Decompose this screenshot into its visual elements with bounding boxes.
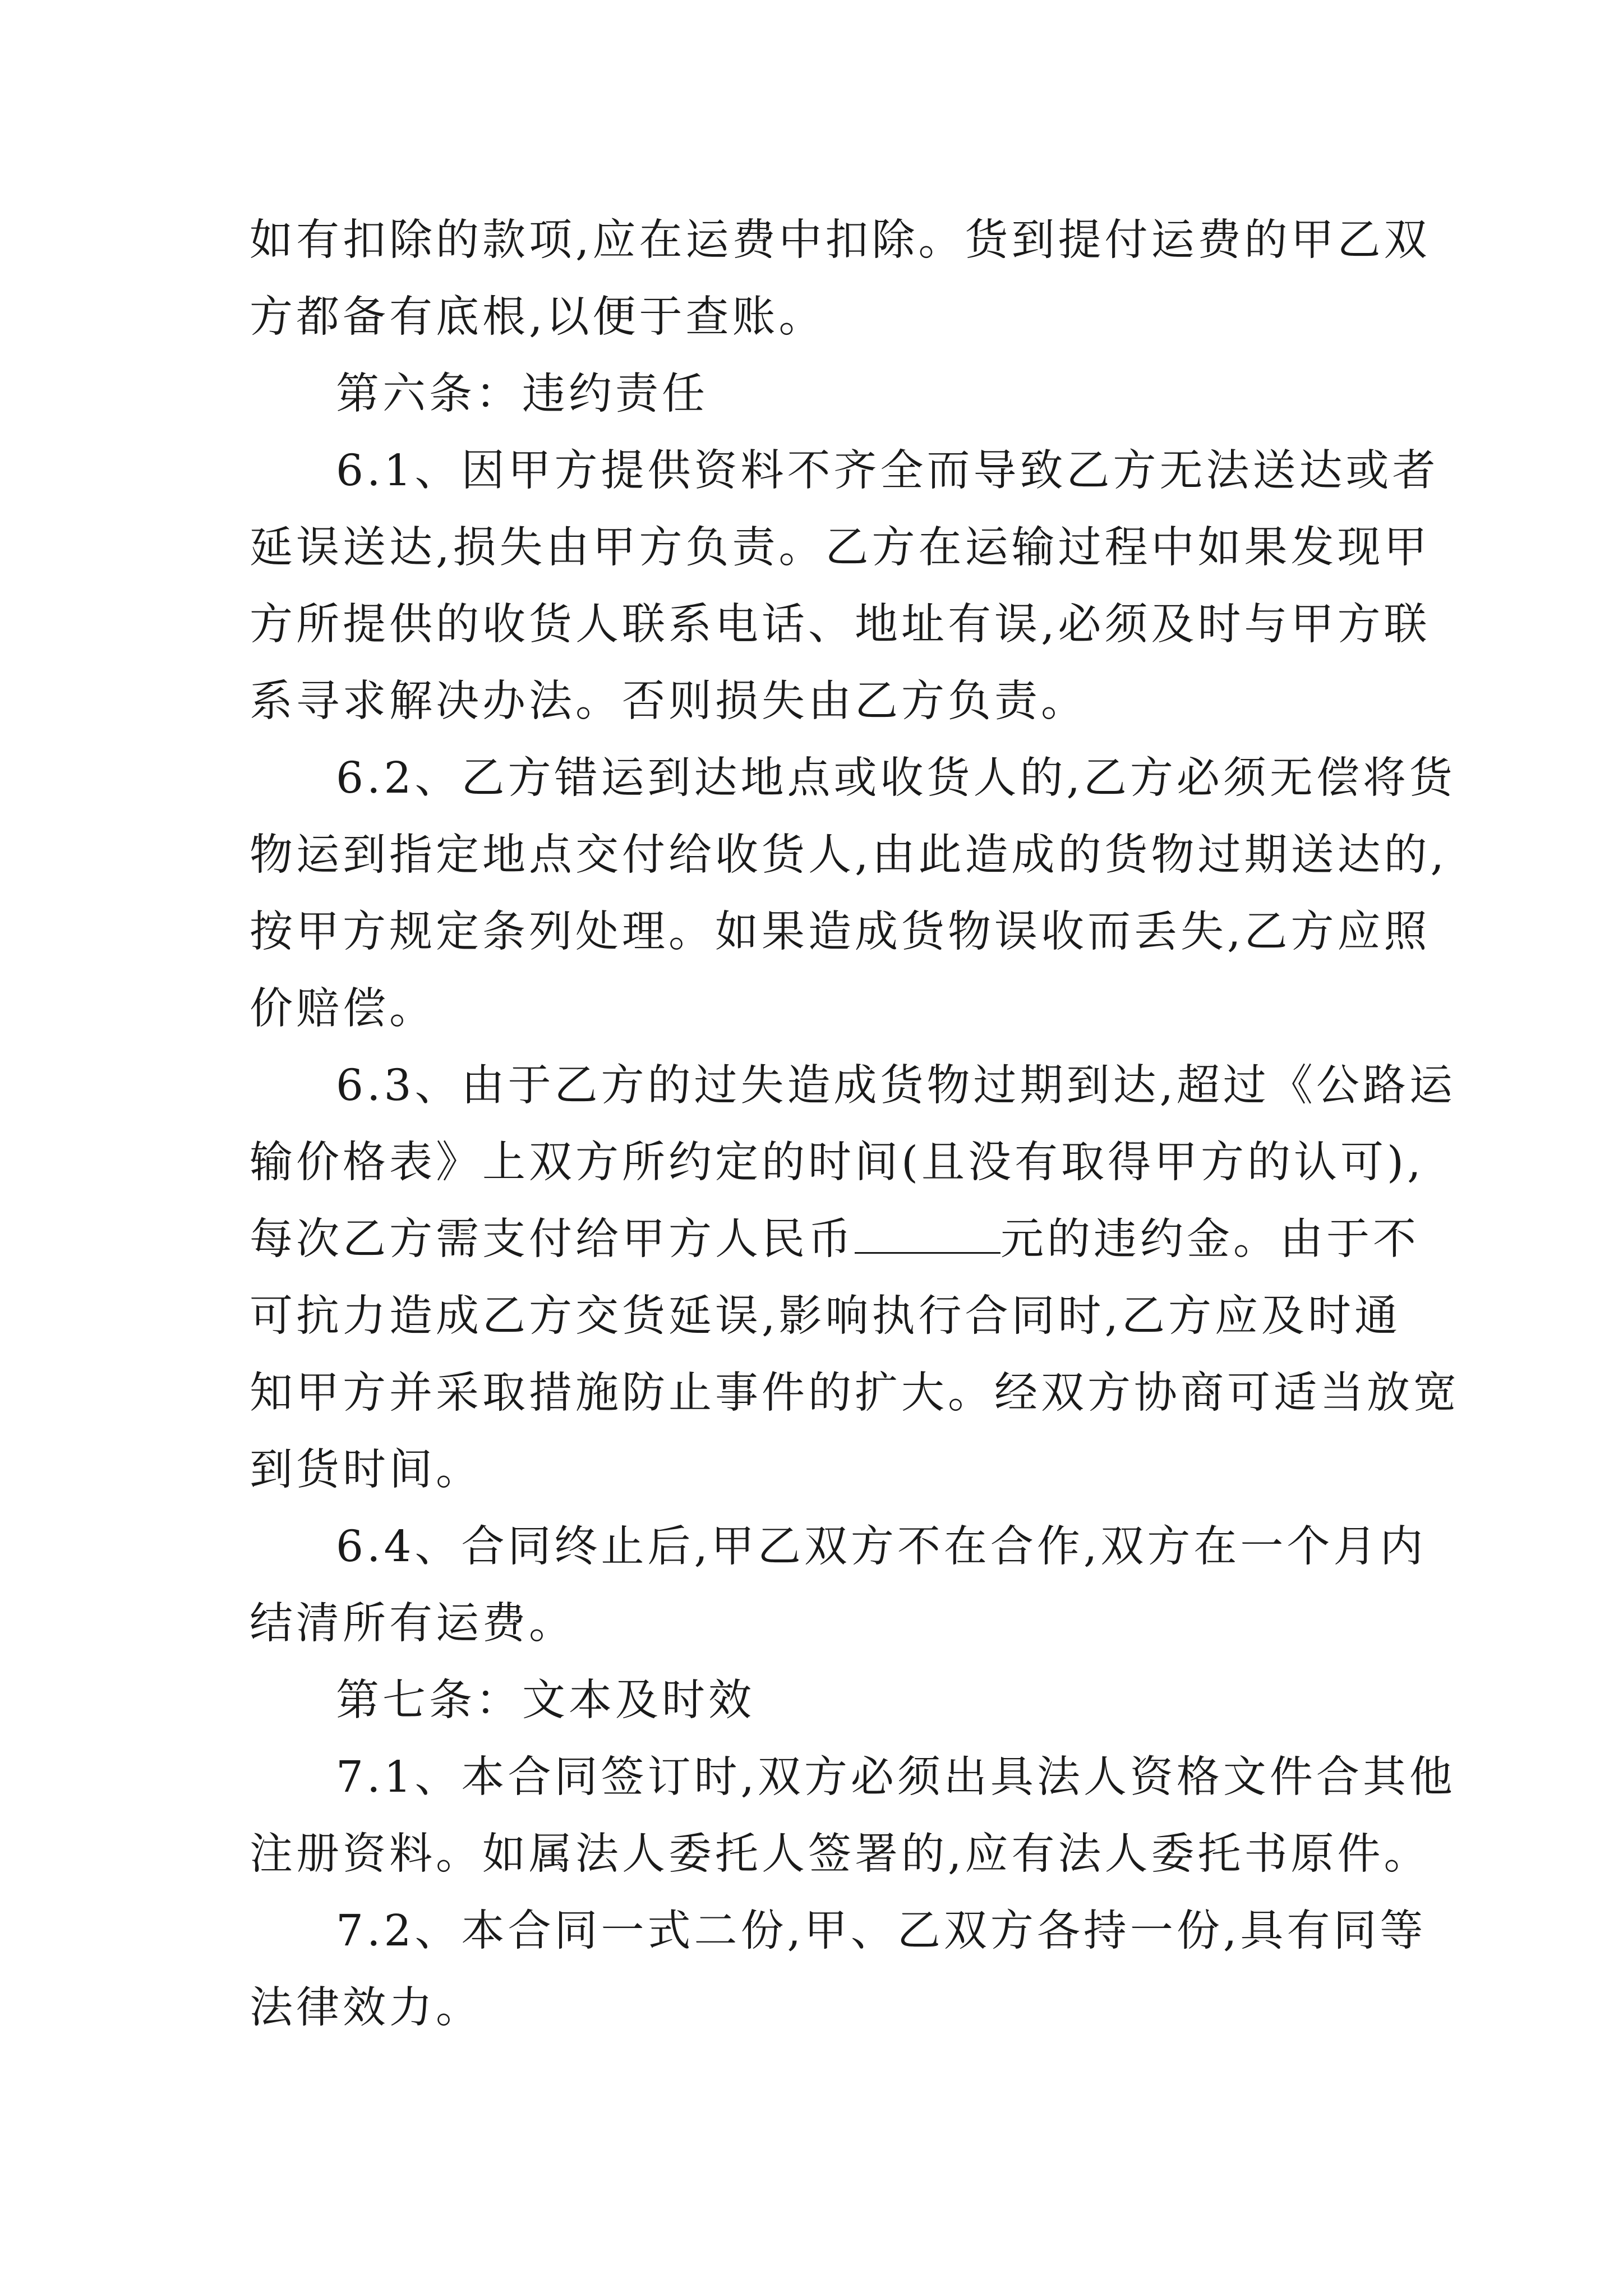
paragraph-payment-deduction — [250, 202, 1431, 356]
text-line-with-blank — [250, 1201, 1419, 1278]
clause-6-1 — [250, 432, 1439, 740]
text-line: 法律效力。 — [250, 1983, 482, 2033]
text-line: 方所提供的收货人联系电话、地址有误,必须及时与甲方联 — [250, 600, 1431, 650]
text-line: 结清所有运费。 — [250, 1599, 575, 1649]
text-line: 7.2、本合同一式二份,甲、乙双方各持一份,具有同等 — [336, 1906, 1427, 1956]
text-line: 系寻求解决办法。否则损失由乙方负责。 — [250, 677, 1087, 726]
text-line: 可抗力造成乙方交货延误,影响执行合同时,乙方应及时通 — [250, 1291, 1401, 1341]
text-line: 如有扣除的款项,应在运费中扣除。货到提付运费的甲乙双 — [250, 215, 1431, 265]
clause-7-2 — [250, 1893, 1427, 2046]
clause-6-2 — [250, 740, 1456, 1047]
text-segment: 元的违约金。由于不 — [1000, 1214, 1419, 1264]
clause-6-4 — [250, 1508, 1427, 1662]
text-segment: 每次乙方需支付给甲方人民币 — [250, 1214, 855, 1264]
text-line: 按甲方规定条列处理。如果造成货物误收而丢失,乙方应照 — [250, 907, 1431, 957]
fill-in-blank — [855, 1216, 1000, 1254]
text-line: 6.4、合同终止后,甲乙双方不在合作,双方在一个月内 — [336, 1522, 1427, 1572]
text-line: 方都备有底根,以便于查账。 — [250, 292, 826, 342]
text-line: 7.1、本合同签订时,双方必须出具法人资格文件合其他 — [336, 1752, 1456, 1802]
text-line: 到货时间。 — [250, 1445, 482, 1495]
text-line: 6.2、乙方错运到达地点或收货人的,乙方必须无偿将货 — [336, 753, 1456, 803]
text-line: 延误送达,损失由甲方负责。乙方在运输过程中如果发现甲 — [250, 523, 1431, 573]
text-line: 6.3、由于乙方的过失造成货物过期到达,超过《公路运 — [336, 1061, 1456, 1111]
article-6-heading: 第六条：违约责任 — [336, 369, 708, 419]
document-body — [250, 202, 1460, 2046]
text-line: 知甲方并采取措施防止事件的扩大。经双方协商可适当放宽 — [250, 1368, 1460, 1418]
article-7-heading: 第七条：文本及时效 — [336, 1676, 755, 1726]
clause-6-3 — [250, 1047, 1460, 1508]
text-line: 注册资料。如属法人委托人签署的,应有法人委托书原件。 — [250, 1829, 1431, 1879]
text-line: 物运到指定地点交付给收货人,由此造成的货物过期送达的, — [250, 830, 1447, 880]
text-line: 输价格表》上双方所约定的时间(且没有取得甲方的认可), — [250, 1138, 1424, 1188]
clause-7-1 — [250, 1739, 1456, 1893]
text-line: 6.1、因甲方提供资料不齐全而导致乙方无法送达或者 — [336, 446, 1439, 496]
text-line: 价赔偿。 — [250, 984, 436, 1034]
